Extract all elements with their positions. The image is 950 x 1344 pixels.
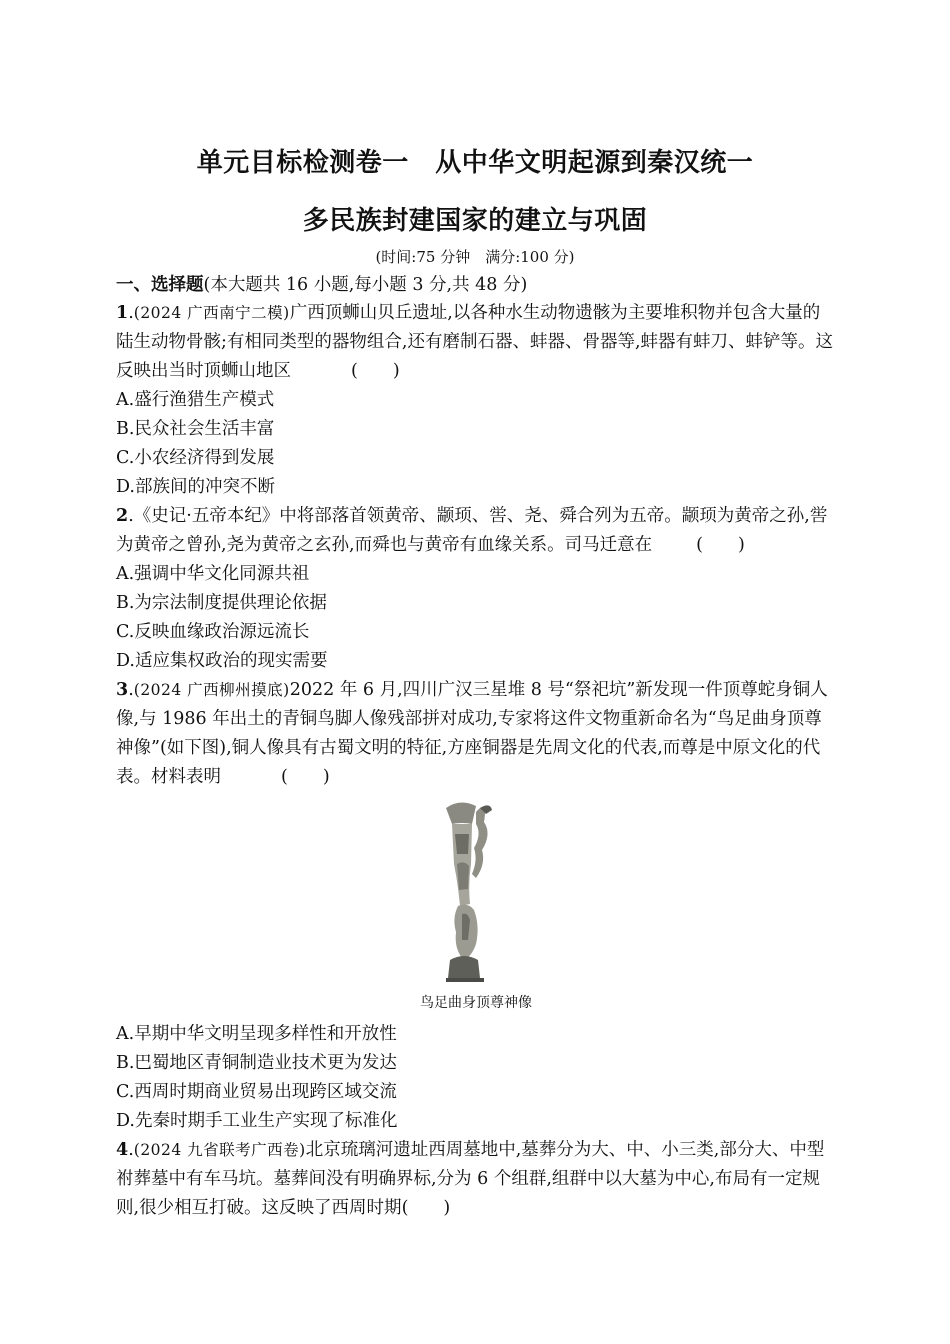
question-stem: 2022 年 6 月,四川广汉三星堆 8 号“祭祀坑”新发现一件顶尊蛇身铜人像,与 1986 年出土的青铜鸟脚人像残部拼对成功,专家将这件文物重新命名为“鸟足曲身顶尊神像”(如下图),铜人像具有古蜀文明的特征,方座铜器是先周文化的代表,而尊是中原文化的代表。材料表明 [116,680,828,787]
section-heading [116,272,836,299]
question-source: (2024 九省联考广西卷) [133,1141,306,1159]
section-note: (本大题共 16 小题,每小题 3 分,共 48 分) [203,275,528,295]
title-line-2: 多民族封建国家的建立与巩固 [302,206,648,236]
option-d: D.先秦时期手工业生产实现了标准化 [116,1111,398,1131]
answer-blank: ( ) [351,361,400,381]
question-3: 3.(2024 广西柳州摸底)2022 年 6 月,四川广汉三星堆 8 号“祭祀坑”新发现一件顶尊蛇身铜人像,与 1986 年出土的青铜鸟脚人像残部拼对成功,专家将这件文物重新命名为“鸟足曲身顶尊神像”(如下图),铜人像具有古蜀文明的特征,方座铜器是先周文化的代表,而尊是中原文化的代表。材料表明 ( ) [116,676,836,792]
question-stem: 北京琉璃河遗址西周墓地中,墓葬分为大、中、小三类,部分大、中型祔葬墓中有车马坑。墓葬间没有明确界标,分为 6 个组群,组群中以大墓为中心,布局有一定规则,很少相互打破。这反映了西周时期 [116,1140,825,1218]
answer-blank: ( ) [696,535,745,555]
question-stem: 广西顶蛳山贝丘遗址,以各种水生动物遗骸为主要堆积物并包含大量的陆生动物骨骸;有相同类型的器物组合,还有磨制石器、蚌器、骨器等,蚌器有蚌刀、蚌铲等。这反映出当时顶蛳山地区 [116,303,834,381]
option-c: C.小农经济得到发展 [116,448,275,468]
option-d: D.部族间的冲突不断 [116,477,275,497]
exam-content [116,272,836,1223]
question-2 [116,502,836,560]
option-c: C.反映血缘政治源远流长 [116,622,310,642]
question-number: 1 [116,303,129,323]
question-source: (2024 广西柳州摸底) [133,681,290,699]
question-stem: .《史记·五帝本纪》中将部落首领黄帝、颛顼、喾、尧、舜合列为五帝。颛顼为黄帝之孙,喾为黄帝之曾孙,尧为黄帝之玄孙,而舜也与黄帝有血缘关系。司马迁意在 [116,506,828,555]
question-4: 4.(2024 九省联考广西卷)北京琉璃河遗址西周墓地中,墓葬分为大、中、小三类,部分大、中型祔葬墓中有车马坑。墓葬间没有明确界标,分为 6 个组群,组群中以大墓为中心,布局有一定规则,很少相互打破。这反映了西周时期( ) [116,1140,825,1218]
option-b: B.民众社会生活丰富 [116,419,275,439]
option-b: B.巴蜀地区青铜制造业技术更为发达 [116,1053,397,1073]
question-1: 1.(2024 广西南宁二模)广西顶蛳山贝丘遗址,以各种水生动物遗骸为主要堆积物并包含大量的陆生动物骨骸;有相同类型的器物组合,还有磨制石器、蚌器、骨器等,蚌器有蚌刀、蚌铲等。这反映出当时顶蛳山地区 ( ) [116,299,836,386]
figure-caption: 鸟足曲身顶尊神像 [420,995,532,1011]
title-line-1: 单元目标检测卷一 从中华文明起源到秦汉统一 [196,148,754,178]
option-b: B.为宗法制度提供理论依据 [116,593,327,613]
option-d: D.适应集权政治的现实需要 [116,651,328,671]
bronze-statue-image [438,794,518,984]
answer-blank: ( ) [401,1198,451,1218]
option-a: A.早期中华文明呈现多样性和开放性 [116,1024,397,1044]
exam-meta: (时间:75 分钟 满分:100 分) [375,248,575,266]
answer-blank: ( ) [281,767,330,787]
option-a: A.强调中华文化同源共祖 [116,564,310,584]
option-a: A.盛行渔猎生产模式 [116,390,275,410]
bronze-statue-figure [116,794,836,984]
question-number: 3 [116,680,129,700]
option-c: C.西周时期商业贸易出现跨区域交流 [116,1082,397,1102]
question-number: 4 [116,1140,129,1160]
section-title: 一、选择题 [116,275,204,295]
question-number: 2 [116,506,129,526]
question-source: (2024 广西南宁二模) [133,304,290,322]
